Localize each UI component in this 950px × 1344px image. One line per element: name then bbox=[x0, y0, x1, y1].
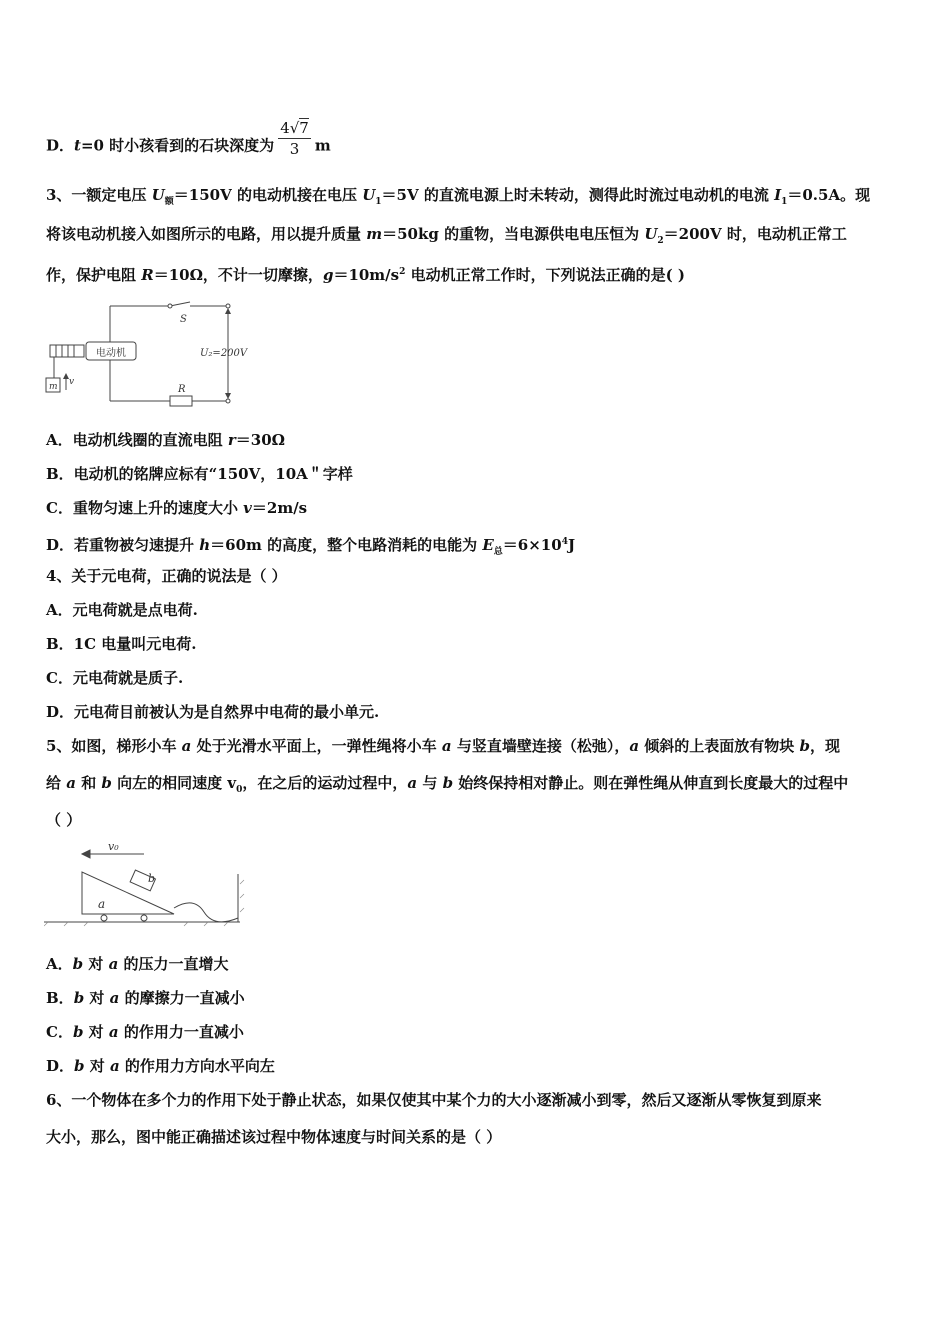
var-r: R bbox=[141, 266, 154, 284]
var: a bbox=[108, 1023, 119, 1041]
var-u1: U bbox=[362, 186, 376, 204]
sub: 额 bbox=[164, 197, 174, 207]
var: a bbox=[109, 1057, 120, 1075]
arrow-head-down bbox=[225, 393, 231, 399]
text: 倾斜的上表面放有物块 bbox=[639, 737, 800, 755]
var: v bbox=[243, 499, 252, 517]
q4-option-d bbox=[46, 702, 908, 722]
switch-blade bbox=[170, 302, 190, 306]
fraction bbox=[278, 118, 311, 159]
q3-option-a bbox=[46, 430, 908, 450]
text: C．重物匀速上升的速度大小 bbox=[46, 499, 244, 517]
text: 处于光滑水平面上，一弹性绳将小车 bbox=[191, 737, 442, 755]
text: A． bbox=[46, 955, 73, 973]
text: 和 bbox=[75, 774, 102, 792]
q4-stem bbox=[46, 566, 908, 586]
fraction-denominator: 3 bbox=[289, 140, 300, 158]
b-label: b bbox=[148, 872, 156, 885]
var: a bbox=[407, 774, 418, 792]
spool-icon bbox=[50, 345, 84, 357]
var: b bbox=[442, 774, 454, 792]
sup: 2 bbox=[399, 267, 406, 277]
var: a bbox=[66, 774, 76, 792]
var: a bbox=[109, 989, 120, 1007]
var: b bbox=[72, 955, 84, 973]
sub: 总 bbox=[493, 547, 503, 557]
text: ＝2m/s bbox=[251, 499, 308, 517]
velocity-label: v bbox=[69, 377, 75, 387]
q5-stem-line1 bbox=[46, 736, 908, 756]
text: 对 bbox=[83, 955, 109, 973]
text: J bbox=[567, 536, 576, 554]
q3-option-c bbox=[46, 498, 908, 518]
q4-option-c bbox=[46, 668, 908, 688]
option-letter: D． bbox=[46, 136, 75, 155]
q5-option-a bbox=[46, 954, 908, 974]
text: ＝5V 的直流电源上时未转动，测得此时流过电动机的电流 bbox=[381, 186, 775, 204]
var: a bbox=[181, 737, 192, 755]
var: a bbox=[108, 955, 119, 973]
text: ＝150V 的电动机接在电压 bbox=[173, 186, 363, 204]
var: b bbox=[74, 1057, 85, 1075]
text: 电动机正常工作时，下列说法正确的是( ) bbox=[405, 266, 686, 284]
motor-label: 电动机 bbox=[96, 348, 126, 359]
a-label: a bbox=[98, 897, 106, 911]
var-u: U bbox=[151, 186, 165, 204]
text: 作，保护电阻 bbox=[46, 266, 142, 284]
text: 将该电动机接入如图所示的电路，用以提升质量 bbox=[46, 225, 367, 243]
coef: 4 bbox=[280, 119, 290, 137]
terminal-top bbox=[226, 304, 230, 308]
q5-option-c bbox=[46, 1022, 908, 1042]
text: 的作用力方向水平向左 bbox=[119, 1057, 275, 1075]
sup: 4 bbox=[561, 537, 568, 547]
v0-label: v₀ bbox=[108, 840, 119, 853]
q3-stem-line2 bbox=[46, 224, 908, 251]
var-t: t bbox=[74, 136, 81, 155]
q3-stem-line1 bbox=[46, 185, 908, 212]
var: a bbox=[441, 737, 452, 755]
arrow-head-up bbox=[225, 308, 231, 314]
text: ＝60m 的高度，整个电路消耗的电能为 bbox=[210, 536, 483, 554]
sub: 1 bbox=[375, 197, 382, 207]
q2-option-d bbox=[46, 119, 908, 167]
text: ＝50kg 的重物，当电源供电电压恒为 bbox=[382, 225, 645, 243]
text: 的摩擦力一直减小 bbox=[119, 989, 245, 1007]
text: ＝6×10 bbox=[502, 536, 562, 554]
voltage-label: U₂=200V bbox=[200, 348, 248, 359]
text: A．电动机线圈的直流电阻 bbox=[46, 431, 228, 449]
terminal-bottom bbox=[226, 399, 230, 403]
text: 5、如图，梯形小车 bbox=[46, 737, 182, 755]
text: C．元电荷就是质子. bbox=[46, 669, 184, 687]
q3-circuit-figure bbox=[42, 298, 262, 410]
wheel-icon bbox=[101, 915, 107, 921]
resistor-icon bbox=[170, 396, 192, 406]
text: 的压力一直增大 bbox=[118, 955, 229, 973]
text: 4、关于元电荷，正确的说法是（ ） bbox=[46, 567, 287, 585]
text: 与竖直墙壁连接（松弛）， bbox=[451, 737, 630, 755]
fraction-numerator: 4√7 bbox=[280, 119, 309, 137]
var: a bbox=[629, 737, 640, 755]
resistor-label: R bbox=[178, 384, 186, 395]
text: D．元电荷目前被认为是自然界中电荷的最小单元. bbox=[46, 703, 380, 721]
cart-a-body bbox=[82, 872, 174, 914]
var: E bbox=[482, 536, 494, 554]
var: b bbox=[73, 989, 85, 1007]
radicand: 7 bbox=[299, 119, 309, 137]
q5-option-b bbox=[46, 988, 908, 1008]
sub: 2 bbox=[657, 236, 664, 246]
option-text: =0 时小孩看到的石块深度为 bbox=[80, 136, 275, 155]
var-i1: I bbox=[774, 186, 782, 204]
text: ＝10Ω，不计一切摩擦， bbox=[153, 266, 323, 284]
text: 3、一额定电压 bbox=[46, 186, 152, 204]
mass-label: m bbox=[49, 382, 58, 392]
sub: 1 bbox=[781, 197, 788, 207]
text: 向左的相同速度 v bbox=[111, 774, 237, 792]
text: B． bbox=[46, 989, 74, 1007]
text: B．1C 电量叫元电荷. bbox=[46, 635, 197, 653]
text: D．若重物被匀速提升 bbox=[46, 536, 200, 554]
text: B．电动机的铭牌应标有“150V，10A＂字样 bbox=[46, 465, 353, 483]
text: 的作用力一直减小 bbox=[118, 1023, 244, 1041]
q6-stem-line1 bbox=[46, 1090, 908, 1110]
text: ，现 bbox=[810, 737, 841, 755]
text: ＝0.5A。现 bbox=[787, 186, 871, 204]
text: 6、一个物体在多个力的作用下处于静止状态，如果仅使其中某个力的大小逐渐减小到零，然后又逐渐从零恢复到原来 bbox=[46, 1091, 822, 1109]
switch-terminal bbox=[168, 304, 172, 308]
q4-option-a bbox=[46, 600, 908, 620]
text: ＝10m/s bbox=[333, 266, 400, 284]
text: C． bbox=[46, 1023, 73, 1041]
wheel-icon bbox=[141, 915, 147, 921]
sub: 0 bbox=[236, 785, 243, 795]
var: b bbox=[72, 1023, 84, 1041]
text: 对 bbox=[84, 989, 110, 1007]
q3-option-d bbox=[46, 532, 908, 562]
switch-label: S bbox=[180, 314, 187, 325]
q5-stem-line2 bbox=[46, 773, 908, 800]
var-u2: U bbox=[644, 225, 658, 243]
var: h bbox=[199, 536, 211, 554]
var-g: g bbox=[322, 266, 334, 284]
velocity-arrow-head bbox=[82, 850, 90, 858]
q4-option-b bbox=[46, 634, 908, 654]
text: （ ） bbox=[46, 811, 82, 829]
text: 大小，那么，图中能正确描述该过程中物体速度与时间关系的是（ ） bbox=[46, 1128, 502, 1146]
text: 与 bbox=[417, 774, 443, 792]
text: ，在之后的运动过程中， bbox=[242, 774, 408, 792]
unit: m bbox=[314, 136, 331, 155]
text: 对 bbox=[83, 1023, 109, 1041]
text: ＝200V 时，电动机正常工 bbox=[663, 225, 847, 243]
text: 给 bbox=[46, 774, 67, 792]
q3-stem-line3 bbox=[46, 262, 908, 285]
q3-option-b bbox=[46, 464, 908, 484]
text: D． bbox=[46, 1057, 75, 1075]
text: A．元电荷就是点电荷. bbox=[46, 601, 198, 619]
q5-cart-figure bbox=[44, 838, 248, 932]
var-m: m bbox=[366, 225, 383, 243]
var: b bbox=[799, 737, 811, 755]
q6-stem-line2 bbox=[46, 1127, 908, 1147]
text: ＝30Ω bbox=[235, 431, 286, 449]
text: 始终保持相对静止。则在弹性绳从伸直到长度最大的过程中 bbox=[453, 774, 849, 792]
q5-stem-line3 bbox=[46, 810, 908, 830]
var: r bbox=[227, 431, 236, 449]
var: b bbox=[101, 774, 112, 792]
elastic-cord bbox=[174, 903, 238, 922]
text: 对 bbox=[84, 1057, 110, 1075]
q5-option-d bbox=[46, 1056, 908, 1076]
